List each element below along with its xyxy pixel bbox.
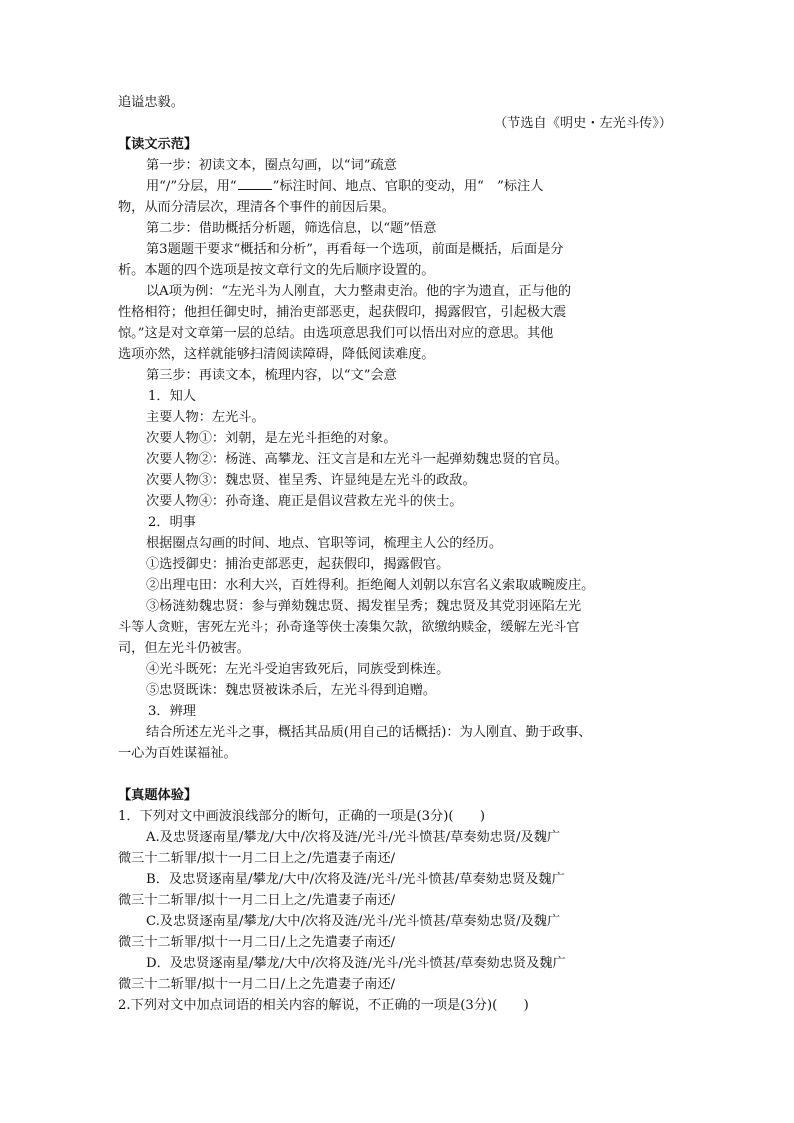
text-line: 微三十二斩罪/拟十一月二日/上之先遣妻子南还/ — [118, 977, 396, 992]
underline-mark — [238, 177, 272, 190]
text-line: ②出理屯田：水利大兴，百姓得利。拒绝阉人刘朝以东宫名义索取戚畹废庄。 — [146, 578, 595, 593]
text-line: 1．知人 — [148, 389, 196, 404]
text-line: 惊。”这是对文章第一层的总结。由选项意思我们可以悟出对应的意思。其他 — [118, 326, 554, 341]
text-line: 次要人物④：孙奇逢、鹿正是倡议营救左光斗的侠士。 — [146, 494, 463, 509]
text-line: ⑤忠贤既诛：魏忠贤被诛杀后，左光斗得到追赠。 — [146, 683, 437, 698]
text-line: D．及忠贤逐南星/攀龙/大中/次将及涟/光斗/光斗愤甚/草奏劾忠贤及魏广 — [146, 956, 566, 971]
text-line: 主要人物：左光斗。 — [146, 410, 265, 425]
text-line: A.及忠贤逐南星/攀龙/大中/次将及涟/光斗/光斗愤甚/草奏劾忠贤/及魏广 — [146, 830, 561, 845]
text-line: 次要人物①：刘朝，是左光斗拒绝的对象。 — [146, 431, 397, 446]
text-line: 司，但左光斗仍被害。 — [118, 641, 250, 656]
text-line: 2.下列对文中加点词语的相关内容的解说，不正确的一项是(3分)( ) — [118, 998, 529, 1013]
text-line: 选项亦然，这样就能够扫清阅读障碍，降低阅读难度。 — [118, 347, 435, 362]
text-line: 追谥忠毅。 — [118, 95, 184, 110]
text-line: C.及忠贤逐南星/攀龙/大中/次将及涟/光斗/光斗愤甚/草奏劾忠贤/及魏广 — [146, 914, 561, 929]
text-line: ④光斗既死：左光斗受迫害致死后，同族受到株连。 — [146, 662, 450, 677]
text-line: 第一步：初读文本，圈点勾画，以“词”疏意 — [146, 158, 397, 173]
source-citation: （节选自《明史・左光斗传》） — [493, 116, 672, 131]
section-heading: 【读文示范】 — [118, 137, 198, 152]
text-line: 微三十二斩罪/拟十一月二日上之/先遣妻子南还/ — [118, 893, 396, 908]
text-line: 斗等人贪赃，害死左光斗；孙奇逢等侠士凑集欠款，欲缴纳赎金，缓解左光斗官 — [118, 620, 580, 635]
text-line: 微三十二斩罪/拟十一月二日上之/先遣妻子南还/ — [118, 851, 396, 866]
text-line: 根据圈点勾画的时间、地点、官职等词，梳理主人公的经历。 — [146, 536, 503, 551]
text-line: 物，从而分清层次，理清各个事件的前因后果。 — [118, 200, 395, 215]
section-heading: 【真题体验】 — [118, 788, 198, 803]
text-line: 微三十二斩罪/拟十一月二日/上之先遣妻子南还/ — [118, 935, 396, 950]
text-line: 第三步：再读文本，梳理内容，以“文”会意 — [146, 368, 397, 383]
text-line: B．及忠贤逐南星/攀龙/大中/次将及涟/光斗/光斗愤甚/草奏劾忠贤及魏广 — [146, 872, 565, 887]
text-segment: ”标注时间、地点、官职的变动，用“ ”标注人 — [272, 179, 544, 194]
text-line: 1．下列对文中画波浪线部分的断句，正确的一项是(3分)( ) — [118, 809, 486, 824]
text-line: 次要人物③：魏忠贤、崔呈秀、许显纯是左光斗的政敌。 — [146, 473, 476, 488]
text-line: 第二步：借助概括分析题，筛选信息，以“题”悟意 — [146, 221, 437, 236]
text-line: 次要人物②：杨涟、高攀龙、汪文言是和左光斗一起弹劾魏忠贤的官员。 — [146, 452, 568, 467]
document-page — [118, 92, 678, 1016]
blank-line — [118, 764, 678, 785]
text-line: 以A项为例：“左光斗为人刚直，大力整肃吏治。他的字为遗直，正与他的 — [146, 284, 572, 299]
text-line: 析。本题的四个选项是按文章行文的先后顺序设置的。 — [118, 263, 435, 278]
text-line: 3．辨理 — [148, 704, 196, 719]
text-line: 2．明事 — [148, 515, 196, 530]
text-line: ③杨涟劾魏忠贤：参与弹劾魏忠贤、揭发崔呈秀；魏忠贤及其党羽诬陷左光 — [146, 599, 582, 614]
text-segment: 用“/”分层，用“ — [146, 179, 237, 194]
text-line: 结合所述左光斗之事，概括其品质(用自己的话概括)：为人刚直、勤于政事、 — [146, 725, 592, 740]
text-line: 一心为百姓谋福祉。 — [118, 746, 237, 761]
text-line: 第3题题干要求“概括和分析”，再看每一个选项，前面是概括，后面是分 — [146, 242, 564, 257]
text-line: 性格相符；他担任御史时，捕治吏部恶吏，起获假印，揭露假官，引起极大震 — [118, 305, 567, 320]
text-line — [118, 176, 678, 197]
text-line: ①选授御史：捕治吏部恶吏，起获假印，揭露假官。 — [146, 557, 450, 572]
